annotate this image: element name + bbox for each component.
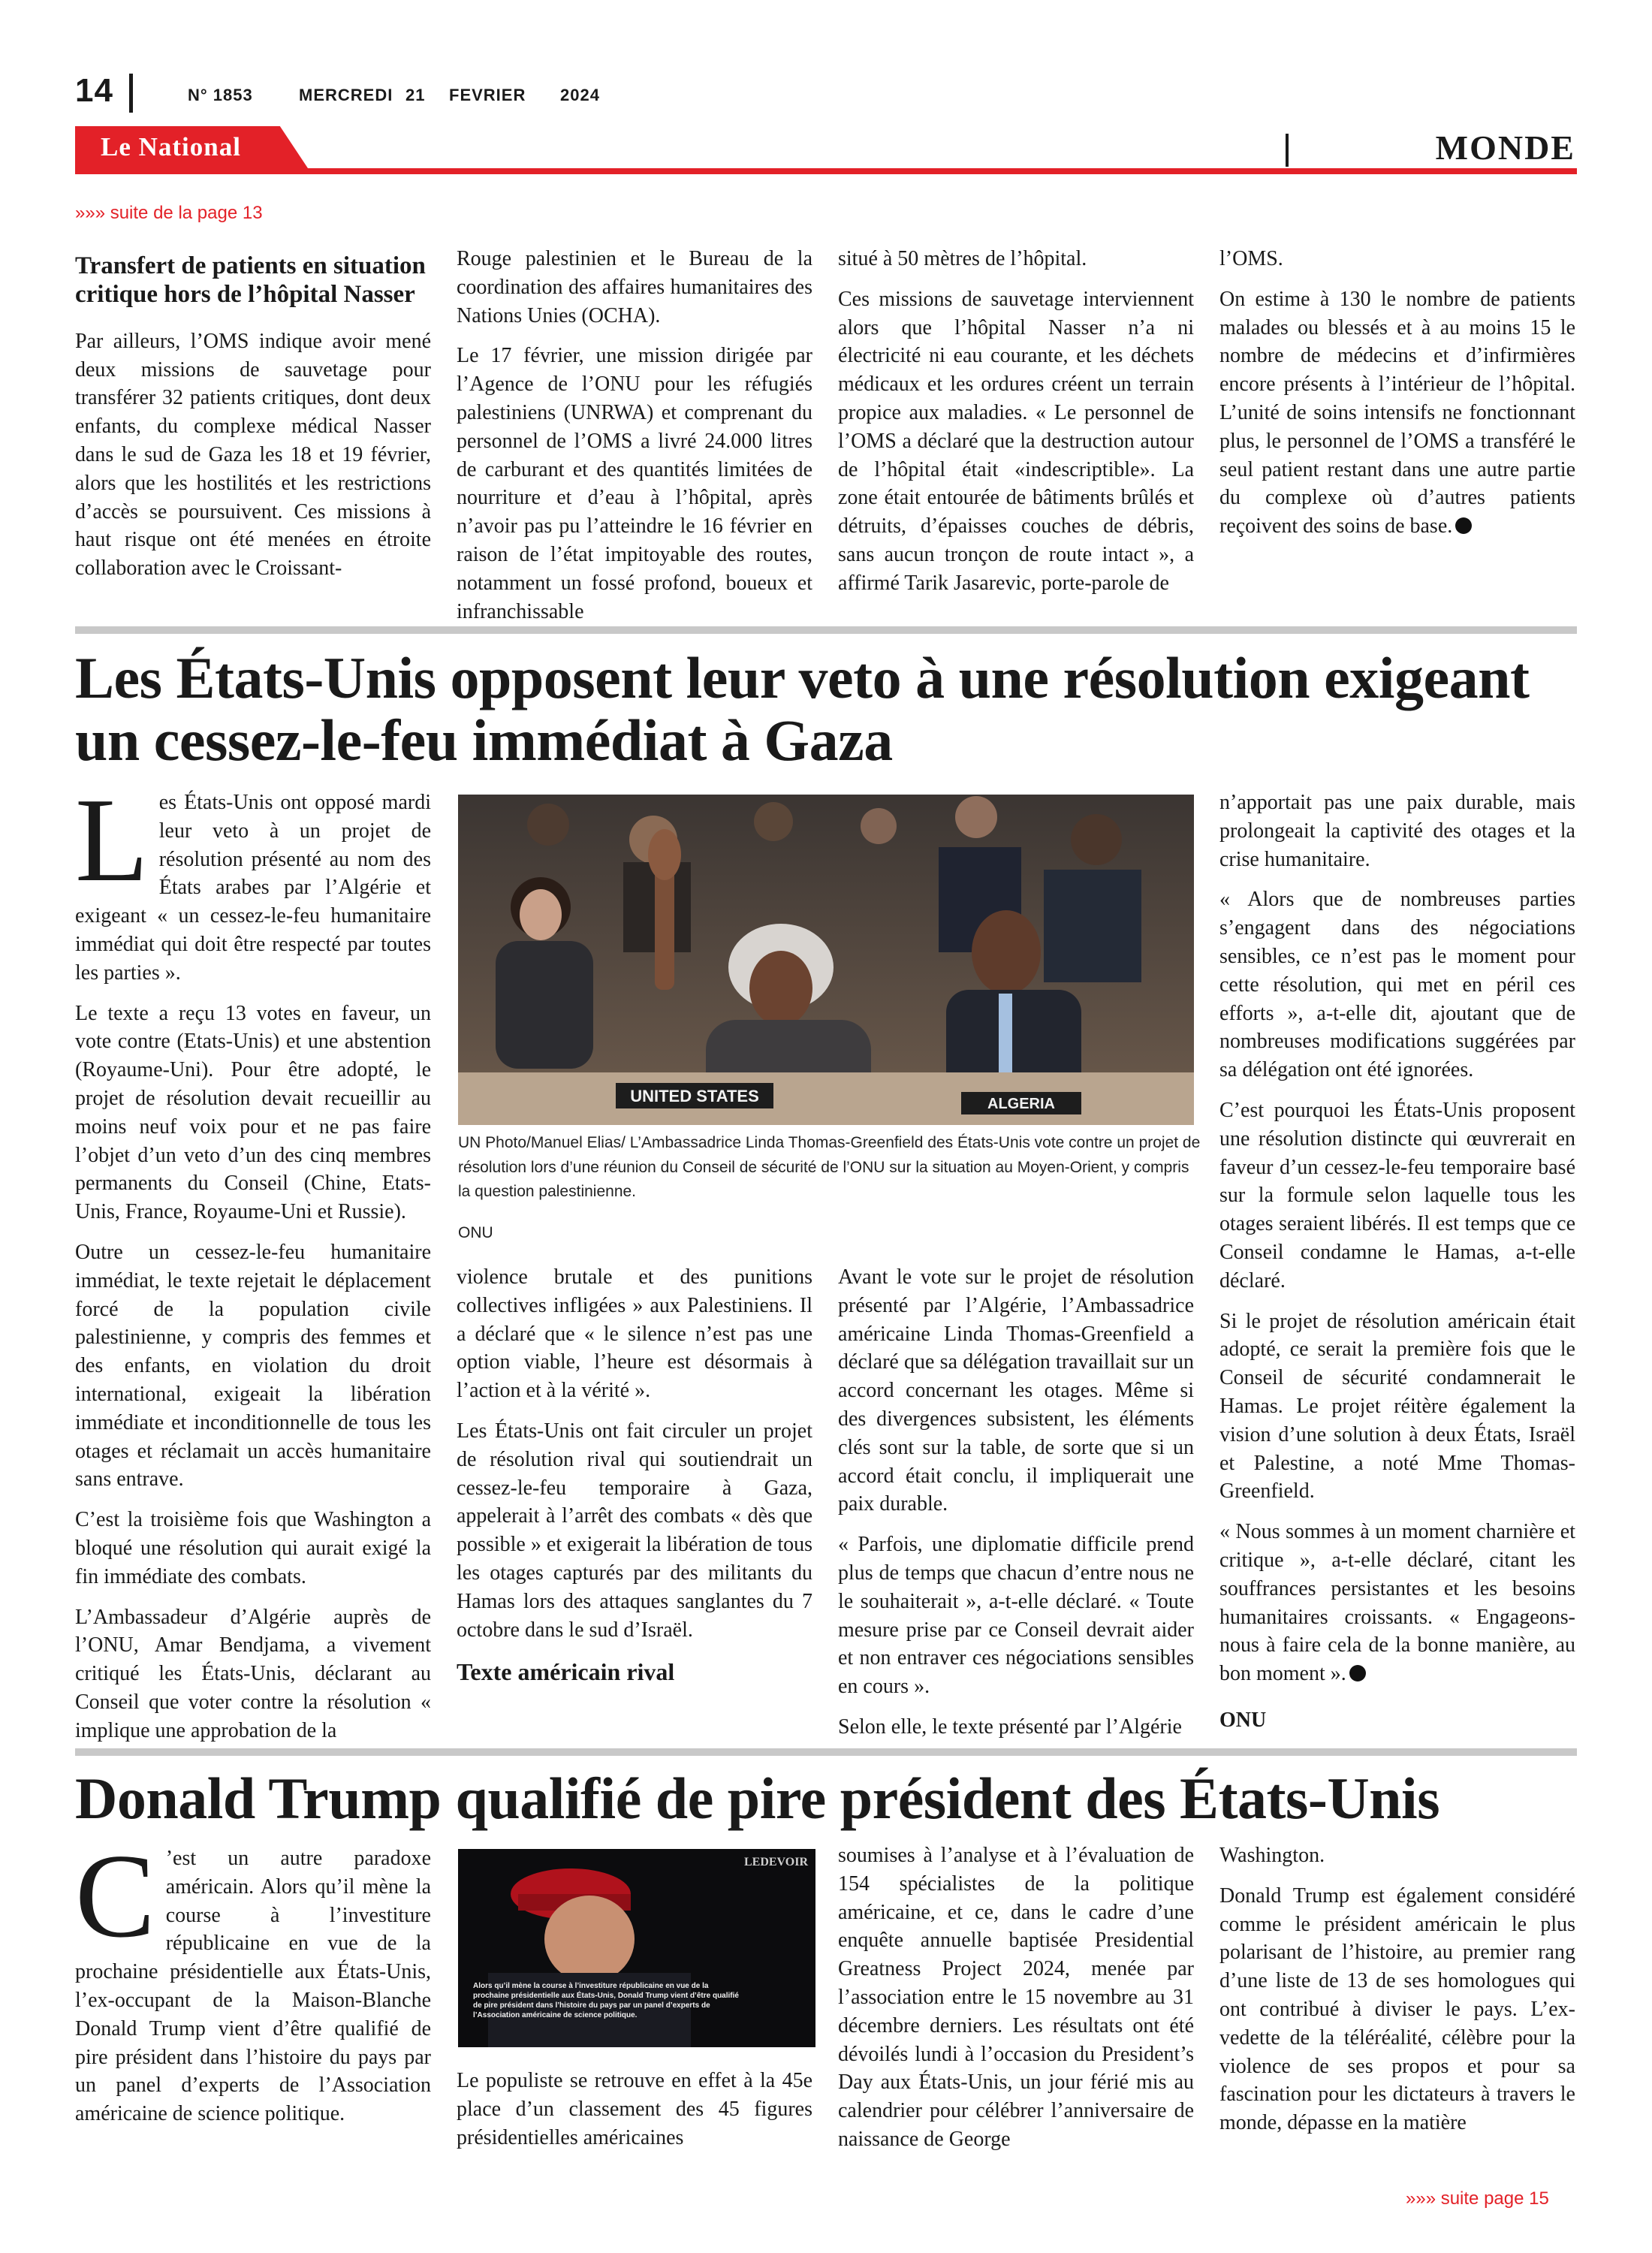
paragraph: L’Ambassadeur d’Algérie auprès de l’ONU, Amar Bendjama, a vivement critiqué les États-Unis, déclarant au Conseil que voter contre la résolution « implique une approbation de la [75,1605,431,1742]
publication-name: Le National [101,132,241,161]
trump-photo [458,1849,815,2047]
article1-subhead: Transfert de patients en situation critique hors de l’hôpital Nasser [75,252,426,308]
article1-column-1 [75,252,431,595]
article3-column-4 [1219,1841,1575,2149]
photo-overlay-caption: Alors qu’il mène la course à l’investiture républicaine en vue de la prochaine présidentielle aux États-Unis, Donald Trump vient d’être qualifié de pire président dans l’histoire du pays par un panel d’experts de l’Association américaine de science politique. [473,1982,739,2019]
continued-from-link[interactable]: »»» suite de la page 13 [75,203,263,223]
paragraph: Donald Trump est également considéré comme le président américain le plus polarisant de l’histoire, au premier rang d’une liste de 13 de ses homologues qui ont contribué à diviser le pays. L’ex-vedette de la téléréalité, célèbre pour la violence de ses propos et pour sa fascination pour les dictateurs à travers le monde, dépasse en la matière [1219,1884,1575,2135]
photo-credit: ONU [458,1224,493,1241]
page-number: 14 [75,72,113,109]
article1-column-2 [457,245,812,638]
article3-column-2 [457,2067,812,2164]
photo-illustration [458,795,1194,1125]
paragraph: Le populiste se retrouve en effet à la 45e place d’un classement des 45 figures présidentielles américaines [457,2069,812,2149]
issue-month: FEVRIER [449,86,526,104]
section-title: MONDE [1435,128,1575,167]
paragraph: Avant le vote sur le projet de résolution présenté par l’Algérie, l’Ambassadrice américaine Linda Thomas-Greenfield a déclaré que sa délégation travaillait sur un accord concernant les otages. Même si des divergences subsistent, les éléments clés sont sur la table, de sorte que si un accord était conclu, il impliquerait une paix durable. [838,1265,1194,1516]
section-divider [1286,134,1289,167]
issue-year: 2024 [560,86,600,104]
photo-caption: UN Photo/Manuel Elias/ L’Ambassadrice Linda Thomas-Greenfield des États-Unis vote contre un projet de résolution lors d’une réunion du Conseil de sécurité de l’ONU sur la situation au Moyen-Orient, y compris la question palestinienne. [458,1134,1201,1201]
paragraph: « Nous sommes à un moment charnière et critique », a-t-elle déclaré, citant les souffrances persistantes et les besoins humanitaires croissants. « Engageons-nous à faire cela de la bonne manière, au bon moment ». [1219,1520,1575,1686]
paragraph: violence brutale et des punitions collectives infligées » aux Palestiniens. Il a déclaré que « le silence n’est pas une option viable, l’heure est désormais à l’action et à la vérité ». [457,1265,812,1403]
paragraph: Le texte a reçu 13 votes en faveur, un vote contre (Etats-Unis) et une abstention (Royaume-Uni). Pour être adopté, le projet de résolution devait recueillir au moins neuf voix pour et ne pas faire l’objet d’un veto d’un des cinq membres permanents du Conseil (Chine, Etats-Unis, France, Royaume-Uni et Russie). [75,1001,431,1224]
continued-to-link[interactable]: »»» suite page 15 [1406,2188,1549,2209]
article1-column-4 [1219,245,1575,553]
paragraph: On estime à 130 le nombre de patients malades ou blessés et à au moins 15 le nombre de médecins et d’infirmières encore présents à l’intérieur de l’hôpital. L’unité de soins intensifs ne fonctionnant plus, le personnel de l’OMS a transféré le seul patient restant dans une autre partie du complexe où d’autres patients reçoivent des soins de base. [1219,287,1575,538]
end-of-article-icon [1455,517,1472,534]
placard-united-states: UNITED STATES [630,1087,759,1105]
placard-algeria: ALGERIA [987,1096,1055,1112]
article2-column-4 [1219,789,1575,1735]
paragraph: l’OMS. [1219,247,1283,270]
article3-column-1 [75,1829,431,2140]
drop-cap: L [75,773,149,906]
paragraph: Les États-Unis ont opposé mardi leur veto à un projet de résolution présenté au nom des États arabes par l’Algérie et exigeant « un cessez-le-feu humanitaire immédiat qui doit être respecté par toutes les parties ». [75,773,431,985]
article2-column-1 [75,773,431,1757]
issue-weekday: MERCREDI [299,86,393,104]
article2-column-2 [457,1263,812,1689]
article3-headline: Donald Trump qualifié de pire président des États-Unis [75,1766,1440,1831]
article2-signature: ONU [1219,1708,1267,1732]
paragraph: Les États-Unis ont fait circuler un projet de résolution rival qui soutiendrait un cessez-le-feu temporaire à Gaza, appelerait à l’arrêt des combats « dès que possible » et exigerait la libération de tous les otages capturés par des militants du Hamas lors des attaques sanglantes du 7 octobre dans le sud d’Israël. [457,1419,812,1642]
paragraph: situé à 50 mètres de l’hôpital. [838,247,1087,270]
paragraph: « Alors que de nombreuses parties s’engagent dans des négociations sensibles, ce n’est pas le moment pour cette résolution, qui met en péril ces efforts », a-t-elle dit, ajoutant que de nombreuses modifications suggérées par sa délégation ont été ignorées. [1219,888,1575,1082]
paragraph: soumises à l’analyse et à l’évaluation de 154 spécialistes de la politique américaine, et ce, dans le cadre d’une enquête annuelle baptisée Presidential Greatness Project 2024, menée par l’association entre le 15 novembre au 31 décembre derniers. Les résultats ont été dévoilés lundi à l’occasion du President’s Day aux États-Unis, un jour férié mis au calendrier pour célébrer l’anniversaire de naissance de George [838,1844,1194,2151]
paragraph: Par ailleurs, l’OMS indique avoir mené deux missions de sauvetage pour transférer 32 patients critiques, dont deux enfants, du complexe médical Nasser dans le sud de Gaza les 18 et 19 février, alors que les hostilités et les restrictions d’accès se poursuivent. Ces missions à haut risque ont été menées en étroite collaboration avec le Croissant- [75,329,431,581]
article-separator [75,1748,1577,1756]
article2-column-3 [838,1263,1194,1754]
article1-column-3 [838,245,1194,610]
article2-headline: Les États-Unis opposent leur veto à une résolution exigeant un cessez-le-feu immédiat à Gaza [75,645,1530,773]
paragraph: « Parfois, une diplomatie difficile prend plus de temps que chacun d’entre nous ne le souhaiterait », a-t-elle déclaré. « Toute mesure prise par ce Conseil devrait aider et non entraver ces négociations sensibles en cours ». [838,1533,1194,1699]
un-security-council-photo [458,795,1194,1125]
photo-illustration [458,1849,815,2047]
paragraph: n’apportait pas une paix durable, mais prolongeait la captivité des otages et la crise humanitaire. [1219,791,1575,871]
page-number-divider [129,74,133,113]
article-separator [75,626,1577,634]
paragraph: Outre un cessez-le-feu humanitaire immédiat, le texte rejetait le déplacement forcé de la population civile palestinienne, y compris des femmes et des enfants, en violation du droit international, exigeait la libération immédiate et inconditionnelle de tous les otages et réclamait un accès humanitaire sans entrave. [75,1240,431,1491]
drop-cap: C [75,1829,155,1962]
article2-subhead: Texte américain rival [457,1658,675,1686]
paragraph: Rouge palestinien et le Bureau de la coordination des affaires humanitaires des Nations Unies (OCHA). [457,247,812,327]
end-of-article-icon [1349,1665,1366,1681]
paragraph: C ’est un autre paradoxe américain. Alors qu’il mène la course à l’investiture républicaine en vue de la prochaine présidentielle aux États-Unis, l’ex-occupant de la Maison-Blanche Donald Trump vient d’être qualifié de pire président dans l’histoire du pays par un panel d’experts de l’Association américaine de science politique. [75,1829,431,2126]
issue-number: N° 1853 [188,86,253,104]
paragraph: C’est la troisième fois que Washington a bloqué une résolution qui aurait exigé la fin immédiate des combats. [75,1508,431,1588]
paragraph: Le 17 février, une mission dirigée par l’Agence de l’ONU pour les réfugiés palestiniens (UNRWA) et comprenant du personnel de l’OMS a livré 24.000 litres de carburant et des quantités limitées de nourriture et d’eau à l’hôpital, après n’avoir pas pu l’atteindre le 16 février en raison de l’état impitoyable des routes, notamment un fossé profond, boueux et infranchissable [457,344,812,623]
paragraph: Washington. [1219,1844,1325,1867]
masthead-rule [75,168,1577,174]
paragraph: Ces missions de sauvetage interviennent alors que l’hôpital Nasser n’a ni électricité ni eau courante, et les déchets médicaux et les ordures créent un terrain propice aux maladies. « Le personnel de l’OMS a déclaré que la destruction autour de l’hôpital était «indescriptible». La zone était entourée de bâtiments brûlés et détruits, d’épaisses couches de débris, sans aucun tronçon de route intact », a affirmé Tarik Jasarevic, porte-parole de [838,287,1194,595]
article3-column-3 [838,1841,1194,2166]
paragraph: Selon elle, le texte présenté par l’Algérie [838,1715,1182,1739]
paragraph: Si le projet de résolution américain était adopté, ce serait la première fois que le Conseil de sécurité condamnerait le Hamas. Le projet réitère également la vision d’une solution à deux États, Israël et Palestine, a noté Mme Thomas-Greenfield. [1219,1309,1575,1504]
issue-day: 21 [405,86,426,104]
photo-logo: LEDEVOIR [743,1856,808,1868]
paragraph: C’est pourquoi les États-Unis proposent une résolution distincte qui œuvrerait en faveur d’un cessez-le-feu temporaire basé sur la formule selon laquelle tous les otages seraient libérés. Il est temps que ce Conseil condamne le Hamas, a-t-elle déclaré. [1219,1098,1575,1292]
